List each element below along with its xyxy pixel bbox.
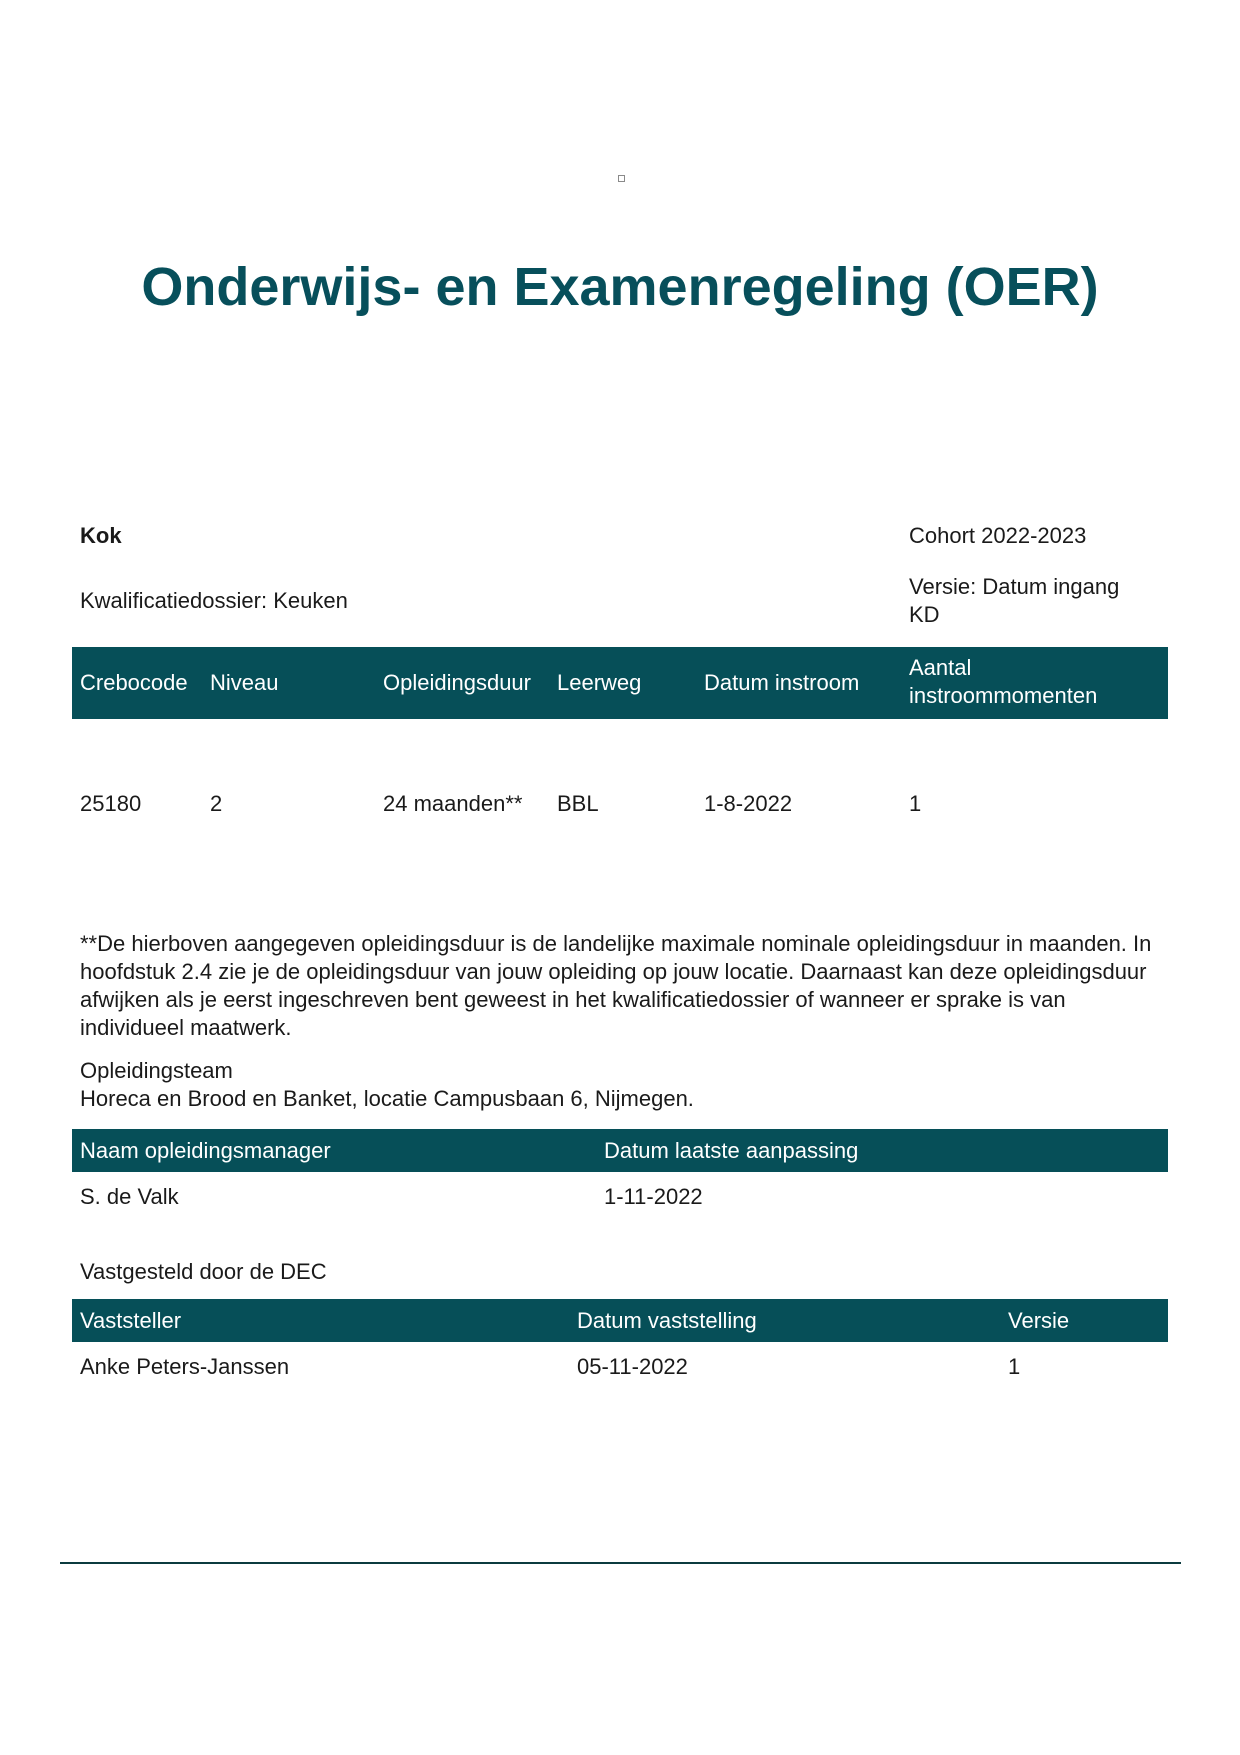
document-title: Onderwijs- en Examenregeling (OER) xyxy=(141,257,1099,317)
dec-table-header xyxy=(72,1299,1168,1342)
cell-versie: 1 xyxy=(1008,1354,1021,1379)
cell-datum-instroom: 1-8-2022 xyxy=(704,791,793,816)
cell-aantal: 1 xyxy=(909,791,922,816)
header-manager-date: Datum laatste aanpassing xyxy=(604,1138,859,1163)
header-crebocode: Crebocode xyxy=(80,670,188,695)
header-opleidingsduur: Opleidingsduur xyxy=(383,670,531,695)
header-leerweg: Leerweg xyxy=(557,670,642,695)
cell-vaststeller: Anke Peters-Janssen xyxy=(80,1354,290,1379)
dossier-label: Kwalificatiedossier: Keuken xyxy=(80,588,348,613)
team-label: Opleidingsteam xyxy=(80,1058,233,1083)
header-datum-instroom: Datum instroom xyxy=(704,670,860,695)
cell-manager-date: 1-11-2022 xyxy=(604,1184,703,1209)
cell-crebocode: 25180 xyxy=(80,791,142,816)
header-aantal-line-2: instroommomenten xyxy=(909,683,1098,708)
manager-table-header xyxy=(72,1129,1168,1172)
cell-opleidingsduur: 24 maanden** xyxy=(383,791,523,816)
header-aantal-line-1: Aantal xyxy=(909,655,972,680)
dec-label: Vastgesteld door de DEC xyxy=(80,1259,327,1284)
table-row xyxy=(72,1183,1168,1213)
cohort-label: Cohort 2022-2023 xyxy=(909,523,1087,548)
header-versie: Versie xyxy=(1008,1308,1070,1333)
header-manager-name: Naam opleidingsmanager xyxy=(80,1138,331,1163)
header-aantal xyxy=(909,654,1097,710)
main-table-header xyxy=(72,647,1168,719)
footer-divider xyxy=(60,1562,1181,1564)
table-row xyxy=(72,1353,1168,1383)
version-label xyxy=(909,573,1119,629)
team-location: Horeca en Brood en Banket, locatie Campusbaan 6, Nijmegen. xyxy=(80,1086,694,1111)
header-datum-vaststelling: Datum vaststelling xyxy=(577,1308,757,1333)
cell-manager-name: S. de Valk xyxy=(80,1184,179,1209)
header-niveau: Niveau xyxy=(210,670,279,695)
cell-datum-vaststelling: 05-11-2022 xyxy=(577,1354,688,1379)
table-row xyxy=(72,790,1168,820)
version-line-2: KD xyxy=(909,602,940,627)
version-line-1: Versie: Datum ingang xyxy=(909,574,1120,599)
footnote-paragraph: **De hierboven aangegeven opleidingsduur is de landelijke maximale nominale opleidingsduur in maanden. In hoofdstuk 2.4 zie je de opleidingsduur van jouw opleiding op jouw locatie. Daarnaast kan deze opleidingsduur afwijken als je eerst ingeschreven bent geweest in het kwalificatiedossier of wanneer er sprake is van individueel maatwerk. xyxy=(80,931,1152,1040)
header-vaststeller: Vaststeller xyxy=(80,1308,182,1333)
cell-niveau: 2 xyxy=(210,791,223,816)
team-info xyxy=(80,1057,694,1113)
cell-leerweg: BBL xyxy=(557,791,599,816)
logo-placeholder-icon xyxy=(618,175,625,182)
program-name: Kok xyxy=(80,523,122,548)
